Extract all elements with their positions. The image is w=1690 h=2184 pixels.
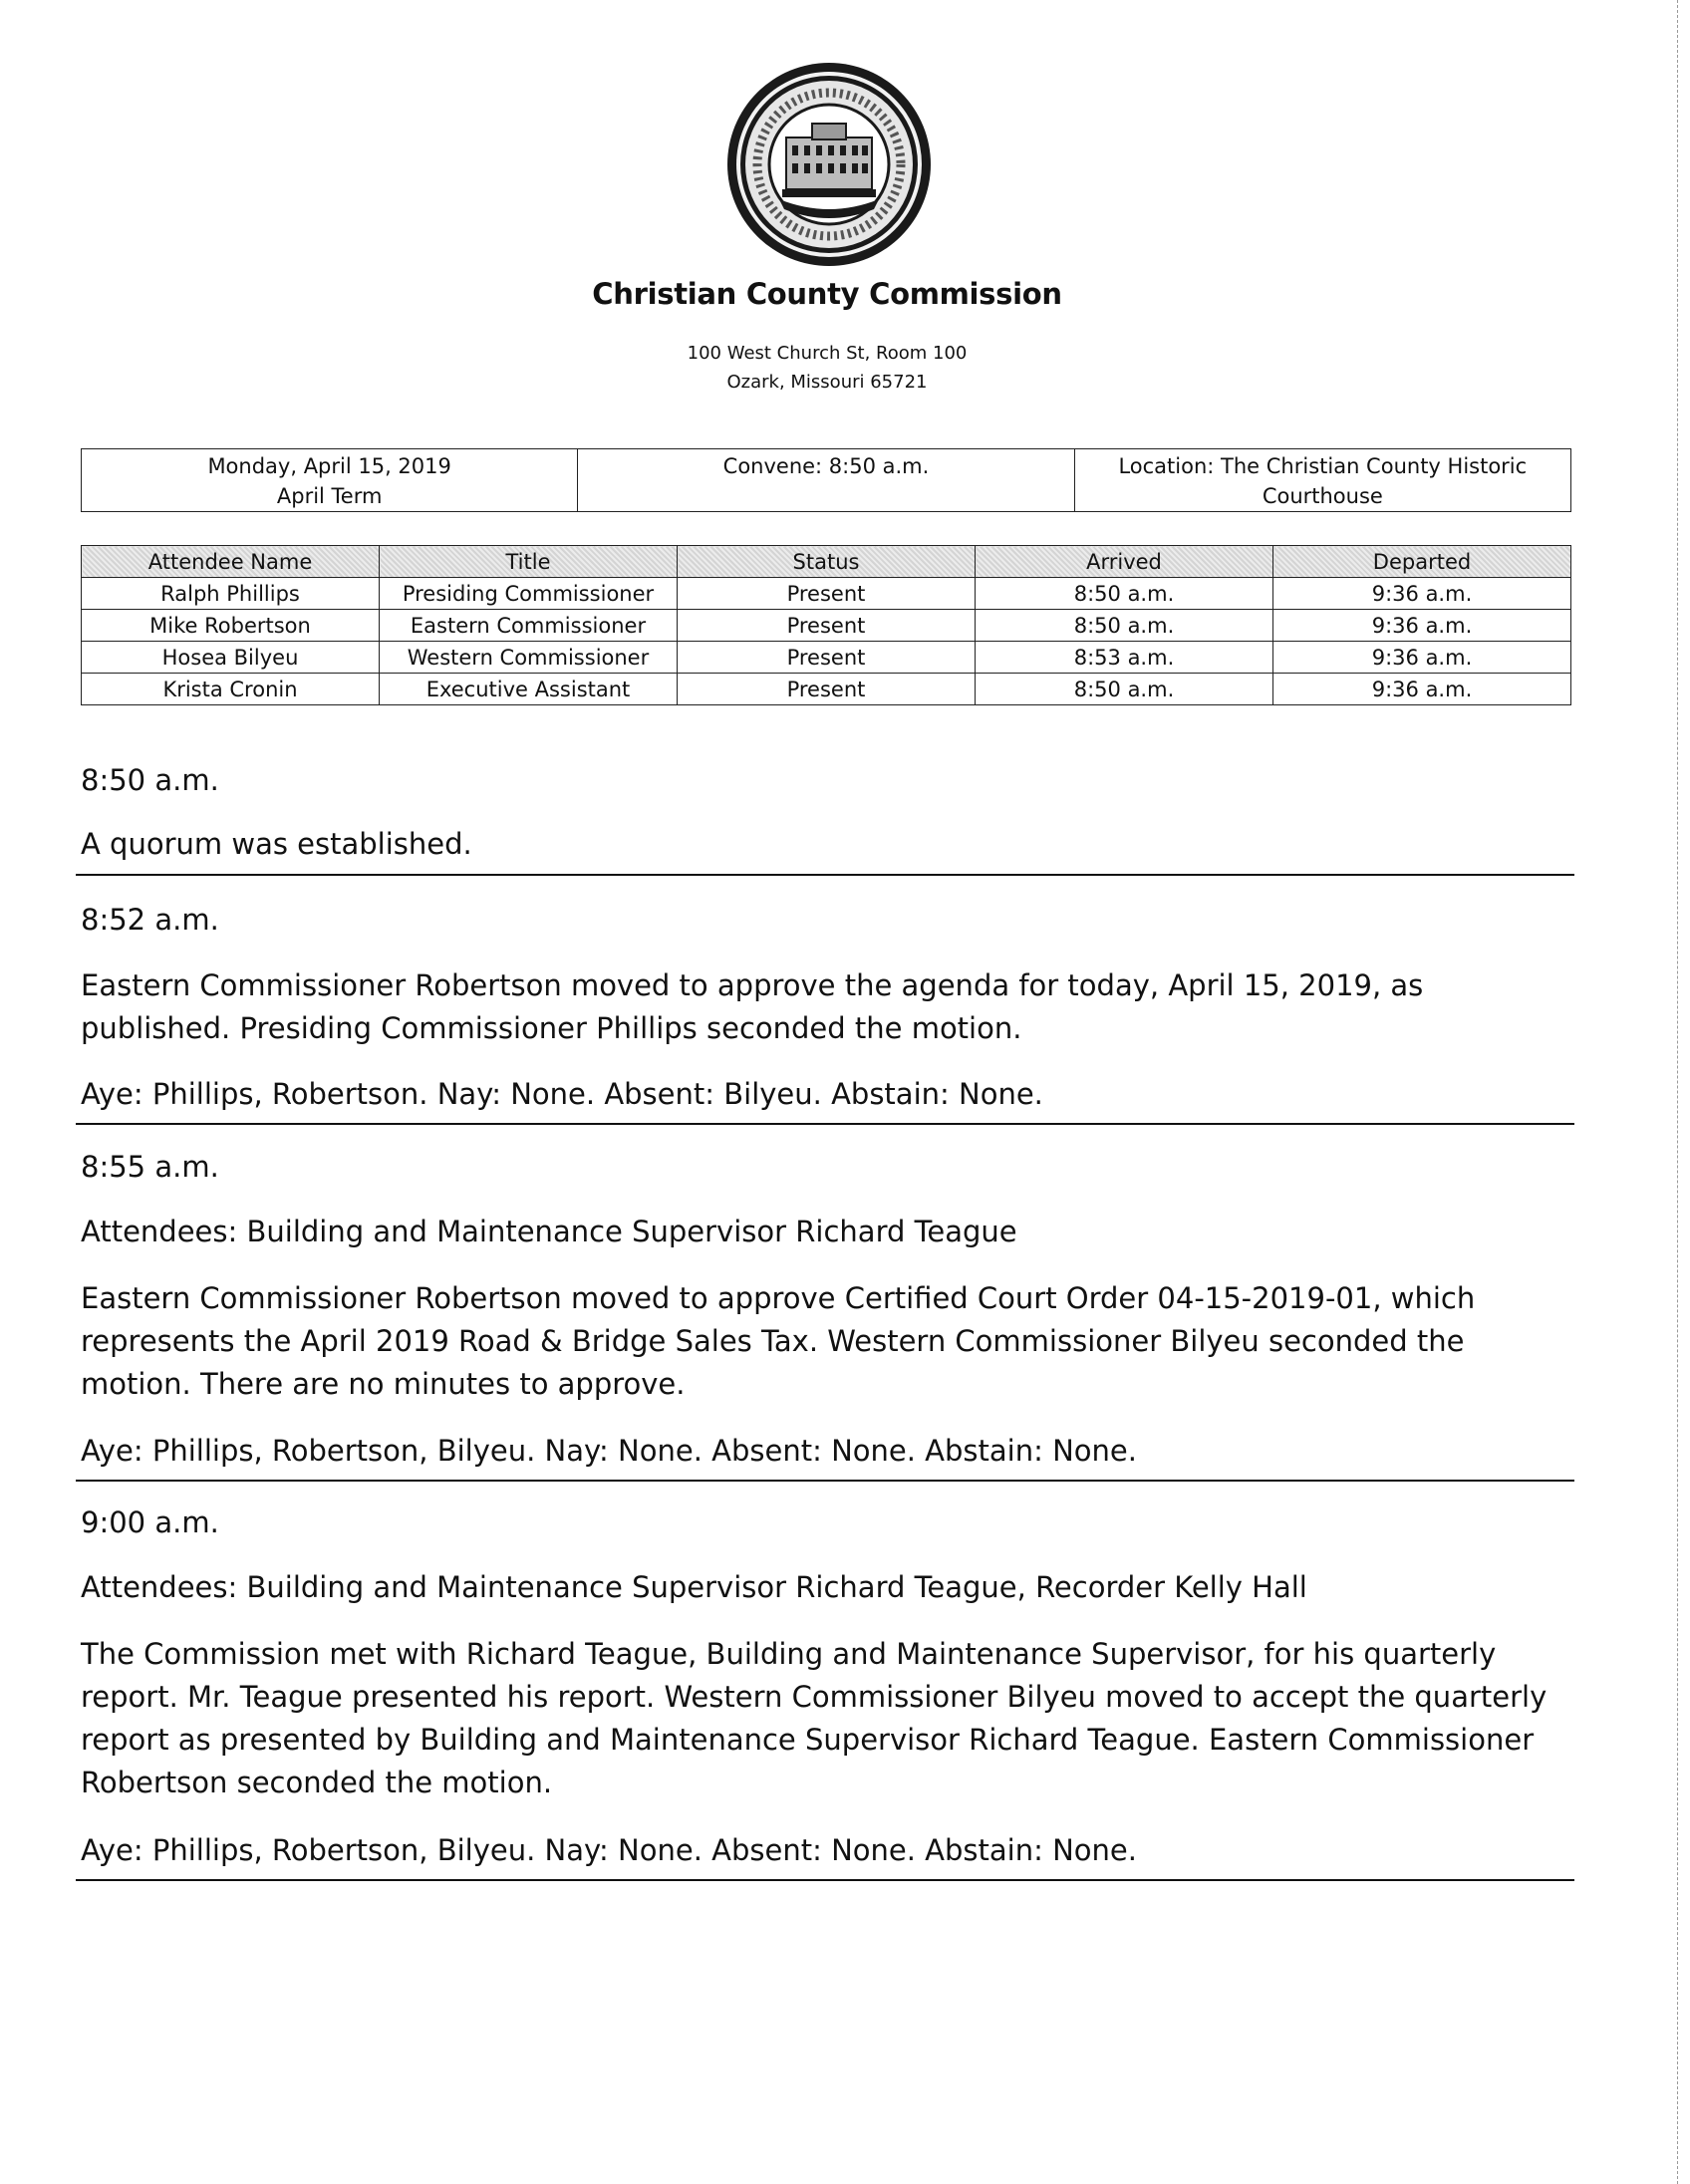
meeting-info-table <box>81 448 1571 512</box>
meeting-term: April Term <box>276 484 383 508</box>
entry-attendees: Attendees: Building and Maintenance Supervisor Richard Teague, Recorder Kelly Hall <box>81 1570 1307 1604</box>
attendance-header-row <box>82 546 1571 578</box>
attendee-departed: 9:36 a.m. <box>1273 674 1571 705</box>
table-row <box>82 578 1571 610</box>
attendee-departed: 9:36 a.m. <box>1273 578 1571 610</box>
table-row <box>82 674 1571 705</box>
vote-record: Aye: Phillips, Robertson, Bilyeu. Nay: None. Absent: None. Abstain: None. <box>81 1434 1137 1468</box>
entry-attendees: Attendees: Building and Maintenance Supervisor Richard Teague <box>81 1215 1017 1248</box>
table-row <box>82 610 1571 642</box>
attendee-name: Ralph Phillips <box>82 578 380 610</box>
meeting-convene: Convene: 8:50 a.m. <box>722 454 930 478</box>
attendee-arrived: 8:50 a.m. <box>976 578 1273 610</box>
meeting-location-line-2: Courthouse <box>1262 484 1383 508</box>
attendee-name: Hosea Bilyeu <box>82 642 380 674</box>
entry-paragraph: Eastern Commissioner Robertson moved to approve the agenda for today, April 15, 2019, as published. Presiding Commissioner Phillips seconded the motion. <box>81 968 1424 1045</box>
column-header-arrived: Arrived <box>976 546 1273 578</box>
vote-record: Aye: Phillips, Robertson. Nay: None. Absent: Bilyeu. Abstain: None. <box>81 1077 1043 1111</box>
attendee-arrived: 8:53 a.m. <box>976 642 1273 674</box>
attendee-title: Eastern Commissioner <box>380 610 678 642</box>
entry-paragraph: The Commission met with Richard Teague, Building and Maintenance Supervisor, for his quarterly report. Mr. Teague presented his report. Western Commissioner Bilyeu moved to accept the quarterly report as presented by Building and Maintenance Supervisor Richard Teague. Eastern Commissioner Robertson seconded the motion. <box>81 1637 1548 1799</box>
attendance-table <box>81 545 1571 705</box>
meeting-date: Monday, April 15, 2019 <box>207 454 451 478</box>
meeting-date-cell <box>82 449 578 512</box>
entry-time: 9:00 a.m. <box>81 1505 219 1539</box>
entry-time: 8:52 a.m. <box>81 903 219 937</box>
entry-time: 8:50 a.m. <box>81 763 219 797</box>
attendee-title: Executive Assistant <box>380 674 678 705</box>
attendee-departed: 9:36 a.m. <box>1273 610 1571 642</box>
meeting-convene-cell <box>578 449 1074 512</box>
attendee-status: Present <box>678 578 976 610</box>
county-seal-logo <box>724 60 934 269</box>
attendee-name: Krista Cronin <box>82 674 380 705</box>
table-row <box>82 642 1571 674</box>
organization-title: Christian County Commission <box>592 277 1062 311</box>
attendee-departed: 9:36 a.m. <box>1273 642 1571 674</box>
attendee-arrived: 8:50 a.m. <box>976 610 1273 642</box>
column-header-departed: Departed <box>1273 546 1571 578</box>
attendee-status: Present <box>678 642 976 674</box>
attendee-arrived: 8:50 a.m. <box>976 674 1273 705</box>
attendee-status: Present <box>678 610 976 642</box>
attendee-title: Western Commissioner <box>380 642 678 674</box>
attendee-name: Mike Robertson <box>82 610 380 642</box>
section-divider <box>76 1480 1574 1482</box>
address-line-2: Ozark, Missouri 65721 <box>726 372 928 393</box>
column-header-attendee-name: Attendee Name <box>82 546 380 578</box>
entry-time: 8:55 a.m. <box>81 1150 219 1184</box>
address-line-1: 100 West Church St, Room 100 <box>687 343 968 364</box>
attendee-status: Present <box>678 674 976 705</box>
column-header-title: Title <box>380 546 678 578</box>
section-divider <box>76 1123 1574 1125</box>
attendee-title: Presiding Commissioner <box>380 578 678 610</box>
meeting-location-cell <box>1074 449 1570 512</box>
column-header-status: Status <box>678 546 976 578</box>
section-divider <box>76 874 1574 876</box>
section-divider <box>76 1879 1574 1881</box>
entry-paragraph: Eastern Commissioner Robertson moved to approve Certified Court Order 04-15-2019-01, which represents the April 2019 Road & Bridge Sales Tax. Western Commissioner Bilyeu seconded the motion. There are no minutes to approve. <box>81 1281 1476 1401</box>
entry-paragraph: A quorum was established. <box>81 827 472 861</box>
vote-record: Aye: Phillips, Robertson, Bilyeu. Nay: None. Absent: None. Abstain: None. <box>81 1833 1137 1867</box>
scan-edge-line <box>1677 0 1678 2184</box>
meeting-location-line-1: Location: The Christian County Historic <box>1118 454 1528 478</box>
